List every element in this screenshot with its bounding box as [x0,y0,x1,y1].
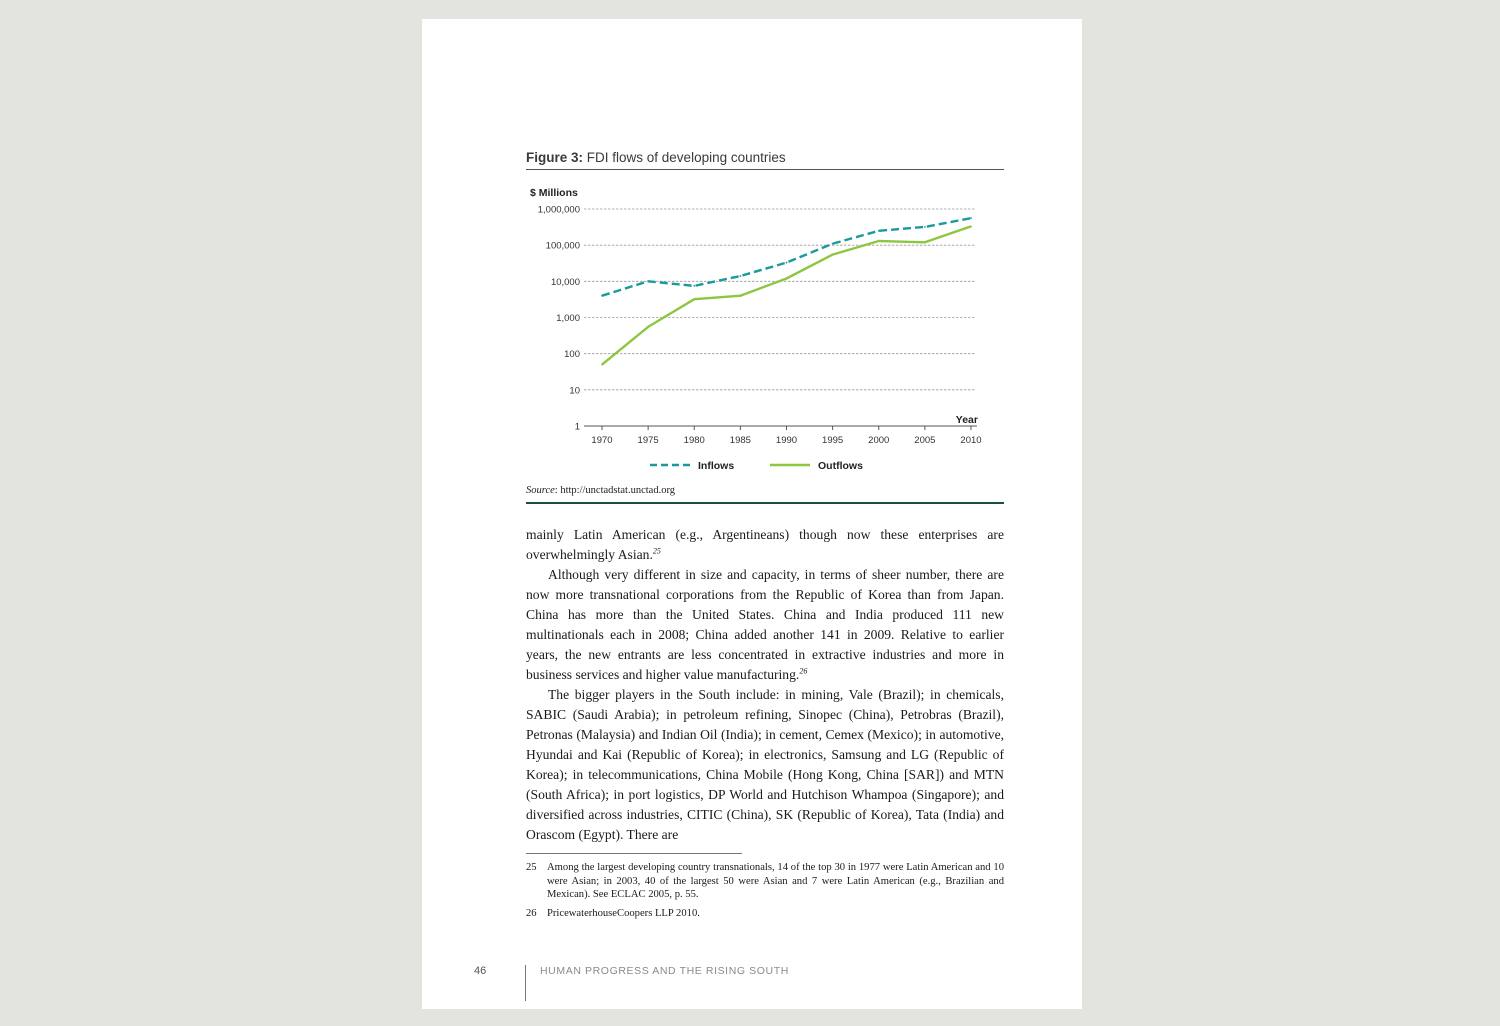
paragraph [526,565,1004,685]
document-page [422,19,1082,1009]
data-point-inflows [693,285,695,287]
legend [650,460,863,472]
x-tick-label: 1970 [591,435,613,446]
footnote-divider [526,853,742,854]
footnotes [526,861,1004,925]
figure-label: Figure 3: [526,150,584,165]
data-point-outflows [786,278,788,280]
paragraph-text: mainly Latin American (e.g., Argentineans) though now these enterprises are overwhelmingly Asian. [526,527,1004,562]
data-point-inflows [647,280,649,282]
y-tick-label: 10,000 [550,276,580,288]
body-text [526,525,1004,845]
page-number: 46 [474,965,487,977]
footnote [526,907,1004,921]
series-line-inflows [602,218,971,296]
data-point-outflows [878,240,880,242]
data-point-outflows [832,254,834,256]
data-point-outflows [739,295,741,297]
y-tick-label: 100 [564,349,580,361]
data-point-inflows [970,217,972,219]
x-tick-label: 1990 [775,435,798,446]
figure-source [526,485,1004,504]
x-tick-label: 1985 [729,435,751,446]
footer-divider [525,965,526,1001]
figure-caption: FDI flows of developing countries [586,150,786,165]
footnote-text: Among the largest developing country transnationals, 14 of the top 30 in 1977 were Latin American and 10 were Asian; in 2003, 40 of the largest 50 were Asian and 7 were Latin American (e.g., Brazilian and Mexican). See ECLAC 2005, p. 55. [547,862,1004,900]
x-tick-label: 2005 [914,435,936,446]
footnote-ref[interactable]: 26 [799,666,808,676]
series-line-outflows [602,226,971,364]
x-axis-title: Year [955,414,978,426]
legend-label-outflows: Outflows [818,460,863,472]
legend-label-inflows: Inflows [698,460,735,472]
footnote-number: 25 [526,862,537,873]
y-tick-label: 1 [574,421,580,433]
data-point-inflows [924,226,926,228]
y-tick-label: 10 [569,385,580,397]
running-head: HUMAN PROGRESS AND THE RISING SOUTH [540,965,789,977]
footnote-number: 26 [526,907,537,919]
data-point-inflows [601,295,603,297]
data-point-inflows [832,243,834,245]
footnote-text: PricewaterhouseCoopers LLP 2010. [547,907,700,919]
source-label: Source [526,485,555,496]
paragraph-text: The bigger players in the South include: in mining, Vale (Brazil); in chemicals, SABIC (Saudi Arabia); in petroleum refining, Sinopec (China), Petrobras (Brazil), Petronas (Malaysia) and Indian Oil (India); in cement, Cemex (Mexico); in automotive, Hyundai and Kai (Republic of Korea); in electronics, Samsung and LG (Republic of Korea); in telecommunications, China Mobile (Hong Kong, China [SAR]) and MTN (South Africa); in port logistics, DP World and Hutchison Whampoa (Singapore); and diversified across industries, CITIC (China), SK (Republic of Korea), Tata (India) and Orascom (Egypt). There are [526,687,1004,842]
x-tick-label: 1975 [637,435,659,446]
footnote [526,861,1004,902]
x-tick-label: 2010 [960,435,982,446]
data-point-outflows [601,364,603,366]
x-tick-label: 1995 [822,435,844,446]
y-axis-title: $ Millions [530,187,578,199]
paragraph [526,685,1004,845]
data-point-outflows [970,226,972,228]
axes [530,187,982,446]
y-tick-label: 1,000,000 [537,204,580,216]
data-point-outflows [693,298,695,300]
x-tick-label: 1980 [683,435,705,446]
fdi-line-chart [422,19,1082,489]
series-lines [601,217,972,365]
data-point-inflows [739,275,741,277]
x-tick-label: 2000 [868,435,890,446]
data-point-outflows [647,326,649,328]
grid-lines [584,209,976,390]
data-point-inflows [878,230,880,232]
paragraph-text: Although very different in size and capacity, in terms of sheer number, there are now more transnational corporations from the Republic of Korea than from Japan. China has more than the United States. China and India produced 111 new multinationals each in 2008; China added another 141 in 2009. Relative to earlier years, the new entrants are less concentrated in extractive industries and more in business services and higher value manufacturing. [526,567,1004,682]
y-tick-label: 1,000 [556,313,580,324]
y-tick-label: 100,000 [545,240,580,252]
data-point-inflows [786,262,788,264]
source-url: : http://unctadstat.unctad.org [554,485,676,496]
data-point-outflows [924,241,926,243]
footnote-ref[interactable]: 25 [652,546,661,556]
paragraph [526,525,1004,565]
